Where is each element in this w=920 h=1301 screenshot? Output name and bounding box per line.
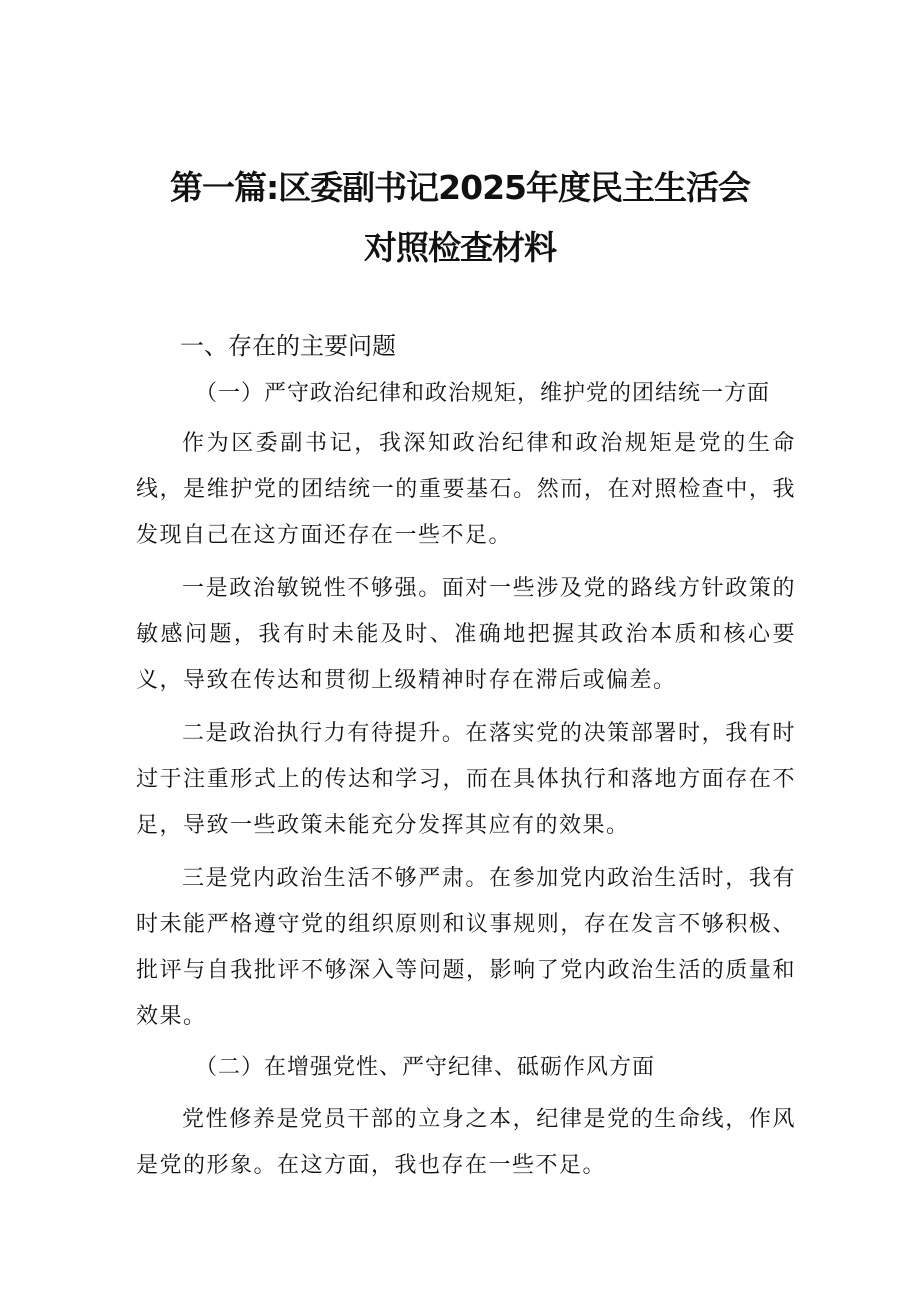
paragraph-party-spirit-intro: 党性修养是党员干部的立身之本，纪律是党的生命线，作风是党的形象。在这方面，我也存在一些不足。 <box>136 1107 796 1178</box>
paragraph-party-political-life: 三是党内政治生活不够严肃。在参加党内政治生活时，我有时未能严格遵守党的组织原则和议事规则，存在发言不够积极、批评与自我批评不够深入等问题，影响了党内政治生活的质量和效果。 <box>136 866 796 1029</box>
paragraph-political-execution: 二是政治执行力有待提升。在落实党的决策部署时，我有时过于注重形式上的传达和学习，而在具体执行和落地方面存在不足，导致一些政策未能充分发挥其应有的效果。 <box>136 721 796 838</box>
subsection-heading-political-discipline: （一）严守政治纪律和政治规矩，维护党的团结统一方面 <box>195 381 771 406</box>
paragraph-political-sensitivity: 一是政治敏锐性不够强。面对一些涉及党的路线方针政策的敏感问题，我有时未能及时、准确地把握其政治本质和核心要义，导致在传达和贯彻上级精神时存在滞后或偏差。 <box>136 576 796 693</box>
subsection-heading-party-spirit: （二）在增强党性、严守纪律、砥砺作风方面 <box>195 1055 656 1080</box>
section-heading-main-problems: 一、存在的主要问题 <box>180 332 396 360</box>
document-title-line-1: 第一篇:区委副书记2025年度民主生活会 <box>169 168 751 207</box>
document-title-line-2: 对照检查材料 <box>364 228 556 267</box>
paragraph-intro: 作为区委副书记，我深知政治纪律和政治规矩是党的生命线，是维护党的团结统一的重要基石。然而，在对照检查中，我发现自己在这方面还存在一些不足。 <box>136 431 796 548</box>
